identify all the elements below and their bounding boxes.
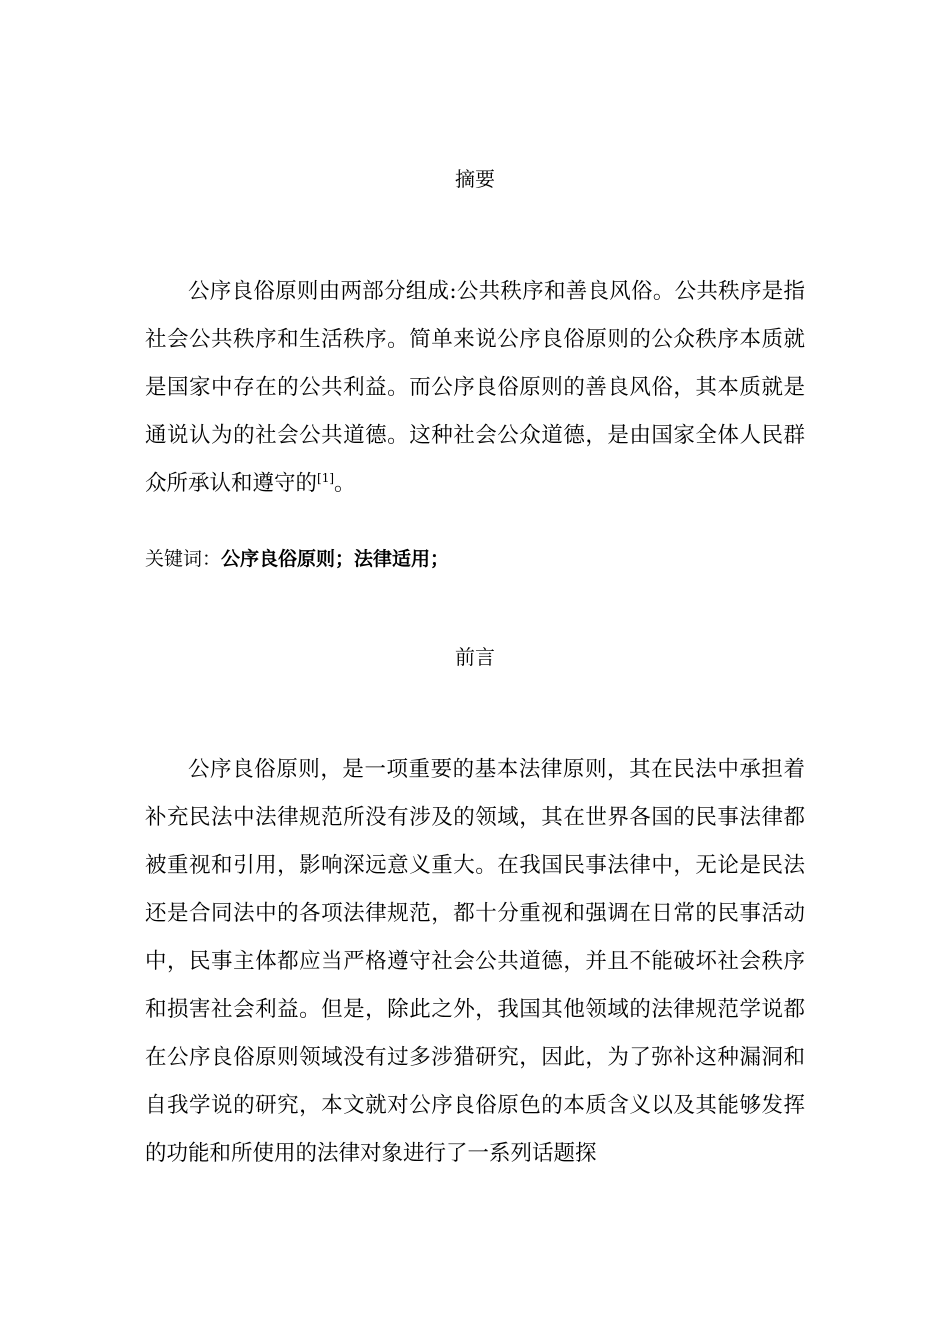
citation-marker[interactable]: [1] — [317, 470, 335, 485]
keywords-line — [145, 544, 805, 574]
keywords-values: 公序良俗原则；法律适用； — [221, 548, 450, 570]
preface-paragraph — [145, 746, 805, 1178]
abstract-end-punct: 。 — [334, 471, 356, 496]
abstract-paragraph — [145, 268, 805, 508]
abstract-text: 公序良俗原则由两部分组成:公共秩序和善良风俗。公共秩序是指社会公共秩序和生活秩序。简单来说公序良俗原则的公众秩序本质就是国家中存在的公共利益。而公序良俗原则的善良风俗，其本质就是通说认为的社会公共道德。这种社会公众道德，是由国家全体人民群众所承认和遵守的 — [145, 279, 805, 496]
abstract-heading: 摘要 — [455, 167, 495, 191]
keywords-label: 关键词： — [145, 548, 222, 570]
preface-text: 公序良俗原则，是一项重要的基本法律原则，其在民法中承担着补充民法中法律规范所没有涉及的领域，其在世界各国的民事法律都被重视和引用，影响深远意义重大。在我国民事法律中，无论是民法还是合同法中的各项法律规范，都十分重视和强调在日常的民事活动中，民事主体都应当严格遵守社会公共道德，并且不能破坏社会秩序和损害社会利益。但是，除此之外，我国其他领域的法律规范学说都在公序良俗原则领域没有过多涉猎研究，因此，为了弥补这种漏洞和自我学说的研究，本文就对公序良俗原色的本质含义以及其能够发挥的功能和所使用的法律对象进行了一系列话题探 — [145, 757, 805, 1166]
preface-heading: 前言 — [455, 645, 495, 669]
